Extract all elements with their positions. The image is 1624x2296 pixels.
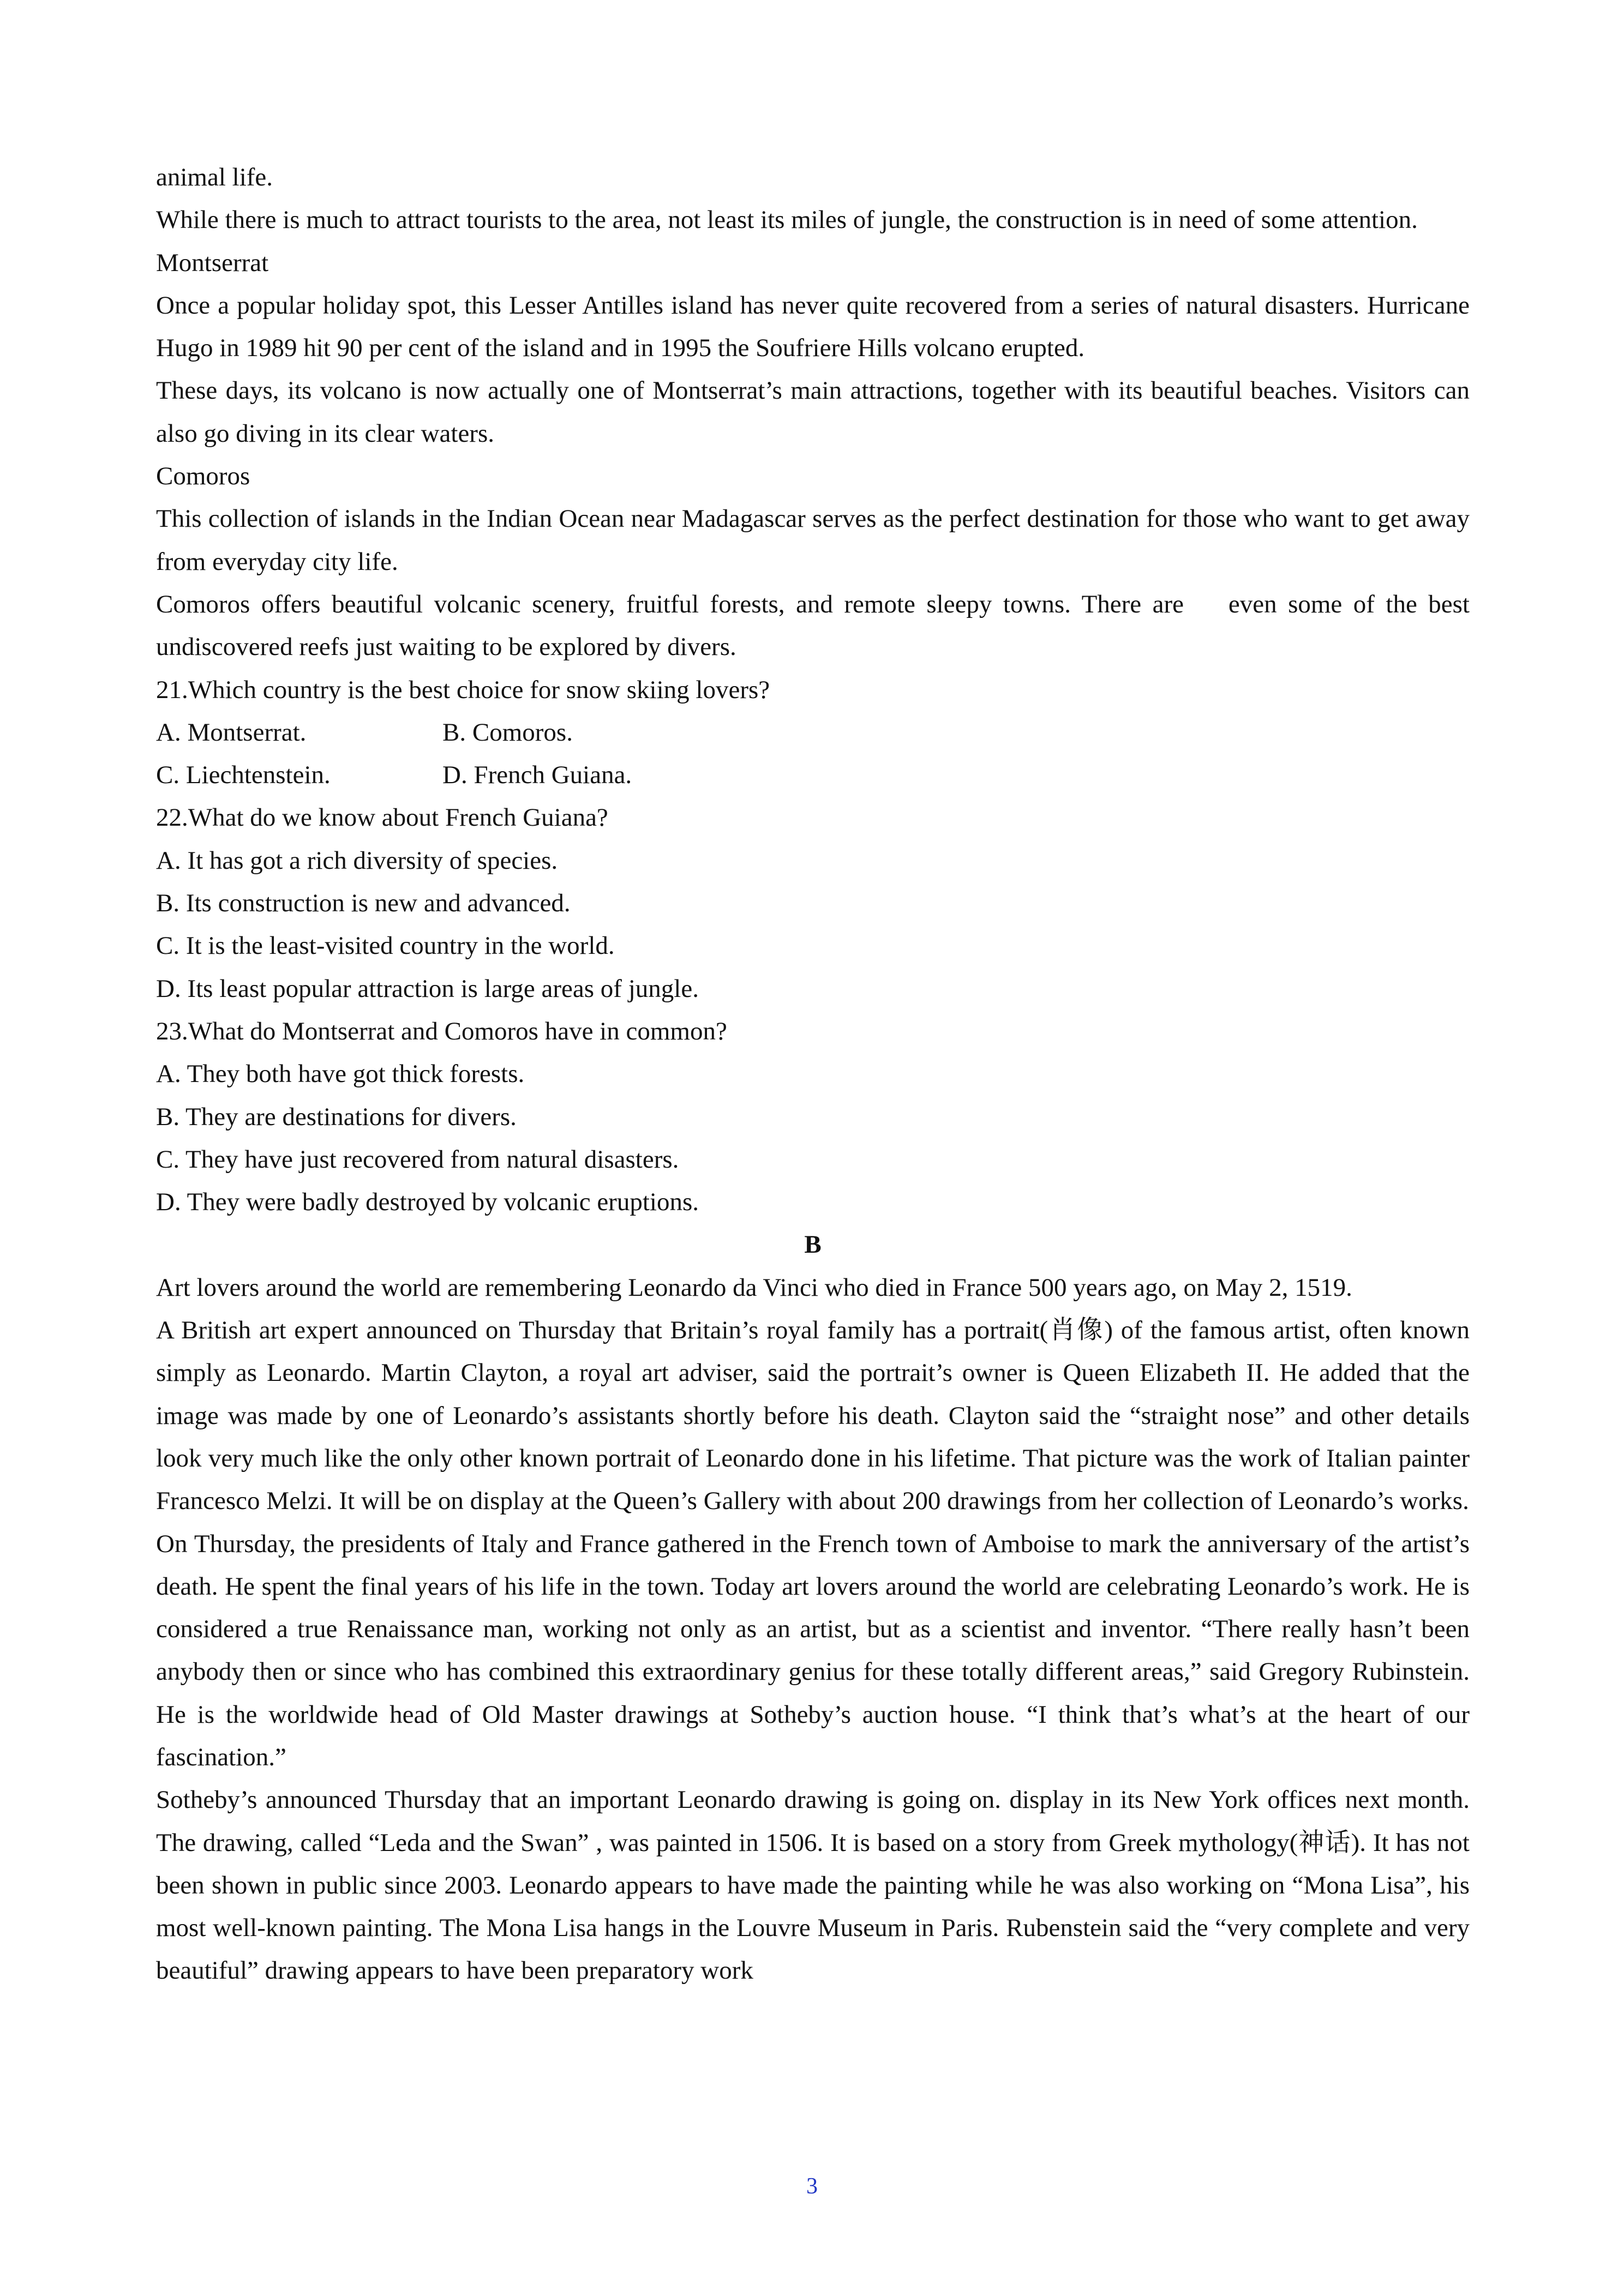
paragraph: This collection of islands in the Indian Ocean near Madagascar serves as the perfect destination for those who want to get away from everyday city life. — [156, 504, 1470, 576]
question-stem: 23.What do Montserrat and Comoros have in common? — [156, 1017, 727, 1045]
question-22 — [156, 796, 1470, 1009]
paragraph: Comoros offers beautiful volcanic scenery, fruitful forests, and remote sleepy towns. There are even some of the best undiscovered reefs just waiting to be explored by divers. — [156, 590, 1476, 662]
option-row — [156, 711, 1470, 754]
section-heading-comoros: Comoros — [156, 462, 250, 491]
option-b: B. They are destinations for divers. — [156, 1102, 517, 1131]
option-a: A. Montserrat. — [156, 718, 307, 747]
section-heading-b: B — [804, 1230, 822, 1259]
paragraph: A British art expert announced on Thursday that Britain’s royal family has a portrait(肖像) of the famous artist, often known simply as Leonardo. Martin Clayton, a royal art adviser, said the portrait’s owner is Queen Elizabeth II. He added that the image was made by one of Leonardo’s assistants shortly before his death. Clayton said the “straight nose” and other details look very much like the only other known portrait of Leonardo done in his lifetime. That picture was the work of Italian painter Francesco Melzi. It will be on display at the Queen’s Gallery with about 200 drawings from her collection of Leonardo’s works. — [156, 1316, 1470, 1516]
question-23 — [156, 1010, 1470, 1223]
option-d: D. French Guiana. — [442, 761, 632, 790]
question-stem: 22.What do we know about French Guiana? — [156, 803, 608, 832]
paragraph: Sotheby’s announced Thursday that an important Leonardo drawing is going on. display in its New York offices next month. The drawing, called “Leda and the Swan” , was painted in 1506. It is based on a story from Greek mythology(神话). It has not been shown in public since 2003. Leonardo appears to have made the painting while he was also working on “Mona Lisa”, his most well-known painting. The Mona Lisa hangs in the Louvre Museum in Paris. Rubenstein said the “very complete and very beautiful” drawing appears to have been preparatory work — [156, 1786, 1470, 1985]
paragraph: Art lovers around the world are remembering Leonardo da Vinci who died in France 500 years ago, on May 2, 1519. — [156, 1273, 1352, 1302]
option-b: B. Its construction is new and advanced. — [156, 889, 571, 918]
question-21 — [156, 669, 1470, 797]
paragraph: On Thursday, the presidents of Italy and France gathered in the French town of Amboise to mark the anniversary of the artist’s death. He spent the final years of his life in the town. Today art lovers around the world are celebrating Leonardo’s work. He is considered a true Renaissance man, working not only as an artist, but as a scientist and inventor. “There really hasn’t been anybody then or since who has combined this extraordinary genius for these totally different areas,” said Gregory Rubinstein. He is the worldwide head of Old Master drawings at Sotheby’s auction house. “I think that’s what’s at the heart of our fascination.” — [156, 1529, 1470, 1771]
option-b: B. Comoros. — [442, 718, 573, 747]
paragraph: Once a popular holiday spot, this Lesser Antilles island has never quite recovered from a series of natural disasters. Hurricane Hugo in 1989 hit 90 per cent of the island and in 1995 the Soufriere Hills volcano erupted. — [156, 291, 1470, 363]
option-c: C. It is the least-visited country in the world. — [156, 931, 615, 960]
option-c: C. They have just recovered from natural disasters. — [156, 1145, 679, 1174]
page-number: 3 — [806, 2174, 818, 2199]
option-a: A. They both have got thick forests. — [156, 1060, 525, 1089]
option-d: D. Its least popular attraction is large areas of jungle. — [156, 974, 699, 1003]
option-row — [156, 754, 1470, 796]
page-content — [156, 156, 1476, 1992]
question-stem: 21.Which country is the best choice for snow skiing lovers? — [156, 675, 770, 704]
option-c: C. Liechtenstein. — [156, 761, 331, 790]
option-a: A. It has got a rich diversity of species. — [156, 846, 558, 875]
option-d: D. They were badly destroyed by volcanic eruptions. — [156, 1188, 699, 1217]
paragraph: animal life. — [156, 163, 273, 191]
section-heading-montserrat: Montserrat — [156, 248, 269, 277]
paragraph: These days, its volcano is now actually one of Montserrat’s main attractions, together with its beautiful beaches. Visitors can also go diving in its clear waters. — [156, 376, 1470, 448]
paragraph: While there is much to attract tourists to the area, not least its miles of jungle, the construction is in need of some attention. — [156, 206, 1418, 235]
